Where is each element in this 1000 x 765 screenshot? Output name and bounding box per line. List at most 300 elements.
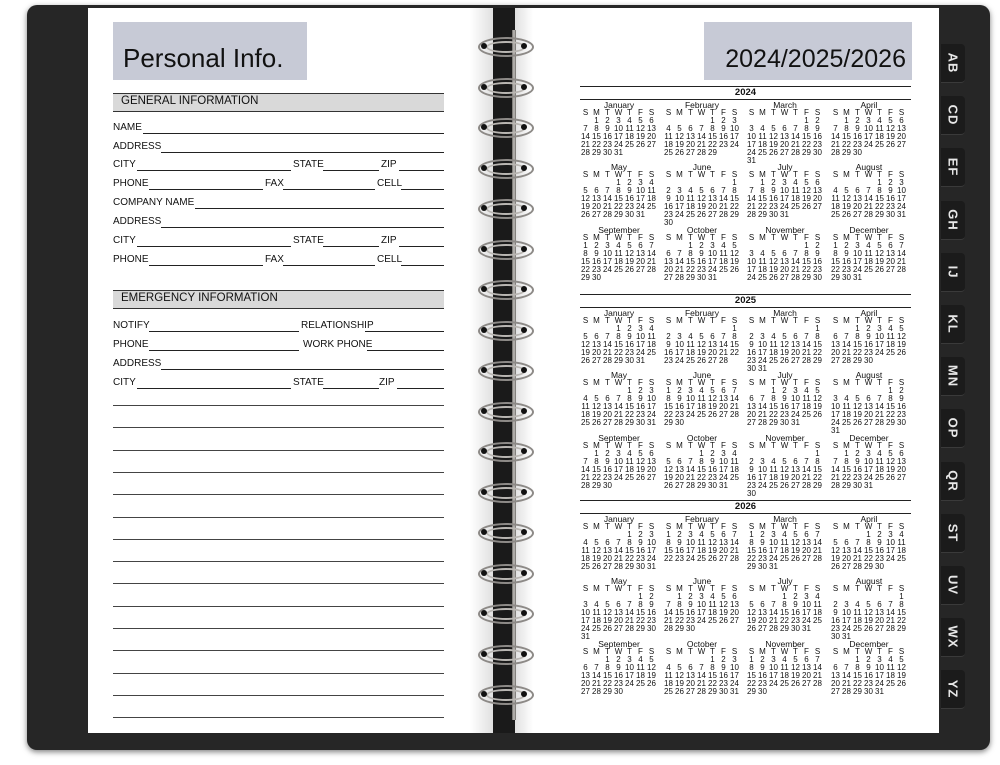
day-number: 7	[732, 530, 737, 539]
day-number: 7	[616, 538, 621, 547]
day-number: 28	[664, 624, 673, 633]
day-number: 9	[749, 340, 754, 349]
day-number: 15	[581, 257, 590, 266]
day-number: 28	[802, 481, 811, 490]
day-number: 8	[638, 600, 643, 609]
day-number: 16	[769, 194, 778, 203]
weekday-letter: S	[748, 647, 755, 656]
address-line-2[interactable]	[161, 227, 444, 228]
day-number: 23	[708, 473, 717, 482]
day-number: 31	[747, 156, 756, 165]
day-number: 19	[730, 257, 739, 266]
emergency-phone-line[interactable]	[149, 350, 299, 351]
tab-qr[interactable]	[941, 462, 965, 501]
weekday-letter: S	[814, 170, 821, 179]
day-number: 7	[594, 663, 599, 672]
day-number: 23	[758, 679, 767, 688]
day-number: 28	[686, 481, 695, 490]
notes-line[interactable]	[113, 561, 444, 562]
day-number: 16	[647, 608, 656, 617]
weekday-letter: T	[771, 584, 776, 593]
day-number: 25	[581, 418, 590, 427]
day-number: 6	[721, 386, 726, 395]
day-number: 3	[771, 530, 776, 539]
day-number: 17	[730, 132, 739, 141]
day-number: 21	[758, 410, 767, 419]
weekday-letter: W	[614, 522, 623, 531]
day-number: 7	[649, 241, 654, 250]
day-number: 4	[888, 324, 893, 333]
weekday-letter: M	[593, 647, 600, 656]
day-number: 30	[636, 418, 645, 427]
day-number: 18	[780, 671, 789, 680]
month-november-2025	[746, 433, 824, 498]
day-number: 26	[780, 481, 789, 490]
day-number: 5	[833, 538, 838, 547]
day-number: 13	[675, 465, 684, 474]
day-number: 19	[875, 257, 884, 266]
tab-kl[interactable]	[941, 305, 965, 344]
name-line[interactable]	[143, 133, 444, 134]
day-number: 2	[616, 655, 621, 664]
day-number: 27	[831, 687, 840, 696]
day-number: 21	[813, 546, 822, 555]
notes-line[interactable]	[113, 695, 444, 696]
tab-label: CD	[945, 104, 961, 126]
notes-line[interactable]	[113, 517, 444, 518]
day-number: 21	[791, 140, 800, 149]
month-name: February	[684, 100, 719, 110]
day-number: 17	[875, 340, 884, 349]
day-number: 16	[625, 194, 634, 203]
tab-op[interactable]	[941, 409, 965, 448]
emergency-address-line[interactable]	[161, 369, 444, 370]
notes-line[interactable]	[113, 427, 444, 428]
weekday-letter: T	[771, 233, 776, 242]
city-line-2[interactable]	[137, 246, 291, 247]
weekday-letter: M	[676, 233, 683, 242]
weekday-letter: S	[898, 584, 905, 593]
day-number: 4	[666, 124, 671, 133]
tab-label: GH	[945, 208, 961, 231]
month-march-2026	[746, 515, 824, 573]
state-line-2[interactable]	[323, 246, 379, 247]
notes-line[interactable]	[113, 405, 444, 406]
day-number: 23	[636, 410, 645, 419]
day-number: 10	[791, 394, 800, 403]
notes-line[interactable]	[113, 717, 444, 718]
notes-line[interactable]	[113, 472, 444, 473]
day-number: 20	[708, 348, 717, 357]
day-number: 27	[664, 273, 673, 282]
day-number: 5	[771, 124, 776, 133]
day-number: 1	[815, 324, 820, 333]
day-number: 28	[603, 210, 612, 219]
day-number: 30	[592, 273, 601, 282]
tab-cd[interactable]	[941, 96, 965, 135]
day-number: 28	[614, 418, 623, 427]
day-number: 28	[886, 624, 895, 633]
day-number: 14	[686, 465, 695, 474]
day-number: 13	[686, 671, 695, 680]
day-number: 26	[802, 202, 811, 211]
day-number: 25	[842, 418, 851, 427]
emergency-state-line[interactable]	[323, 388, 379, 389]
state-line[interactable]	[323, 170, 379, 171]
day-number: 19	[581, 348, 590, 357]
city-line[interactable]	[137, 170, 291, 171]
weekday-letter: F	[638, 170, 643, 179]
day-number: 16	[813, 132, 822, 141]
day-number: 17	[730, 671, 739, 680]
tab-ef[interactable]	[941, 148, 965, 187]
tab-wx[interactable]	[941, 618, 965, 657]
weekday-letter: W	[614, 584, 623, 593]
month-name: December	[849, 639, 889, 649]
day-number: 9	[771, 186, 776, 195]
day-number: 29	[875, 210, 884, 219]
month-name: October	[686, 639, 718, 649]
weekday-letter: M	[843, 522, 850, 531]
day-number: 11	[897, 538, 906, 547]
day-number: 18	[625, 132, 634, 141]
day-number: 10	[625, 663, 634, 672]
weekday-letter: T	[793, 584, 798, 593]
day-number: 13	[719, 394, 728, 403]
day-number: 25	[886, 679, 895, 688]
day-number: 7	[804, 332, 809, 341]
day-number: 17	[708, 257, 717, 266]
day-number: 5	[855, 394, 860, 403]
zip-line[interactable]	[399, 170, 444, 171]
month-january-2026	[580, 515, 658, 573]
month-name: September	[598, 639, 640, 649]
day-number: 26	[675, 148, 684, 157]
day-number: 1	[804, 241, 809, 250]
day-number: 18	[686, 348, 695, 357]
phone-line-2[interactable]	[149, 265, 263, 266]
day-number: 2	[793, 592, 798, 601]
day-number: 11	[697, 538, 706, 547]
day-number: 5	[815, 386, 820, 395]
day-number: 10	[780, 186, 789, 195]
day-number: 28	[791, 148, 800, 157]
day-number: 26	[708, 554, 717, 563]
weekday-letter: M	[759, 108, 766, 117]
day-number: 26	[636, 473, 645, 482]
day-number: 13	[647, 124, 656, 133]
weekday-letter: S	[898, 233, 905, 242]
weekday-letter: T	[771, 170, 776, 179]
phone-line[interactable]	[149, 189, 263, 190]
weekday-letter: T	[771, 108, 776, 117]
day-number: 30	[813, 273, 822, 282]
relationship-line[interactable]	[365, 331, 444, 332]
month-name: January	[603, 308, 635, 318]
fax-line[interactable]	[283, 189, 375, 190]
day-number: 13	[791, 340, 800, 349]
weekday-letter: S	[731, 233, 738, 242]
weekday-letter: M	[759, 316, 766, 325]
day-number: 14	[842, 340, 851, 349]
day-number: 28	[592, 687, 601, 696]
day-number: 29	[730, 210, 739, 219]
day-number: 30	[758, 687, 767, 696]
tab-ab[interactable]	[941, 44, 965, 83]
day-number: 30	[875, 562, 884, 571]
day-number: 22	[730, 202, 739, 211]
day-number: 19	[697, 202, 706, 211]
day-number: 11	[664, 132, 673, 141]
day-number: 18	[791, 194, 800, 203]
weekday-letter: T	[710, 378, 715, 387]
company-name-line[interactable]	[195, 208, 444, 209]
tab-gh[interactable]	[941, 201, 965, 240]
day-number: 14	[603, 194, 612, 203]
day-number: 29	[675, 624, 684, 633]
day-number: 19	[708, 546, 717, 555]
day-number: 26	[853, 418, 862, 427]
day-number: 27	[886, 265, 895, 274]
day-number: 10	[614, 124, 623, 133]
day-number: 9	[815, 124, 820, 133]
month-name: July	[777, 576, 793, 586]
day-number: 23	[831, 624, 840, 633]
fax-line-2[interactable]	[283, 265, 375, 266]
day-number: 3	[616, 449, 621, 458]
day-number: 24	[719, 473, 728, 482]
spiral-ring	[478, 118, 532, 136]
day-number: 9	[815, 249, 820, 258]
day-number: 10	[636, 332, 645, 341]
day-number: 22	[842, 473, 851, 482]
weekday-letter: T	[771, 441, 776, 450]
day-number: 8	[732, 186, 737, 195]
day-number: 26	[708, 410, 717, 419]
day-number: 21	[697, 140, 706, 149]
weekday-letter: F	[721, 378, 726, 387]
day-number: 4	[616, 241, 621, 250]
notes-line[interactable]	[113, 583, 444, 584]
zip-line-2[interactable]	[399, 246, 444, 247]
day-number: 5	[782, 457, 787, 466]
weekday-letter: T	[855, 233, 860, 242]
emergency-zip-line[interactable]	[397, 388, 444, 389]
weekday-letter: S	[582, 378, 589, 387]
day-number: 25	[664, 148, 673, 157]
year-header-2026: 2026	[580, 500, 911, 514]
day-number: 19	[592, 410, 601, 419]
day-number: 4	[888, 655, 893, 664]
address-line[interactable]	[161, 152, 444, 153]
tab-st[interactable]	[941, 514, 965, 553]
notes-line[interactable]	[113, 606, 444, 607]
day-number: 14	[614, 546, 623, 555]
day-number: 15	[592, 132, 601, 141]
weekday-letter: T	[605, 584, 610, 593]
notes-line[interactable]	[113, 628, 444, 629]
day-number: 4	[760, 249, 765, 258]
day-number: 24	[636, 202, 645, 211]
tab-yz[interactable]	[941, 670, 965, 709]
weekday-letter: S	[648, 441, 655, 450]
day-number: 31	[636, 210, 645, 219]
weekday-letter: S	[648, 108, 655, 117]
weekday-letter: S	[832, 647, 839, 656]
day-number: 30	[664, 218, 673, 227]
day-number: 24	[758, 481, 767, 490]
day-number: 12	[675, 671, 684, 680]
day-number: 17	[758, 473, 767, 482]
day-number: 24	[864, 473, 873, 482]
day-number: 31	[730, 687, 739, 696]
notify-line[interactable]	[149, 331, 299, 332]
day-number: 29	[853, 687, 862, 696]
city-label-2: CITY	[113, 235, 136, 246]
day-number: 5	[721, 592, 726, 601]
weekday-letter: M	[676, 584, 683, 593]
day-number: 15	[875, 194, 884, 203]
day-number: 31	[875, 687, 884, 696]
day-number: 12	[603, 608, 612, 617]
tab-ij[interactable]	[941, 253, 965, 292]
day-number: 2	[666, 332, 671, 341]
weekday-letter: F	[888, 108, 893, 117]
weekday-letter: F	[888, 584, 893, 593]
emergency-city-line[interactable]	[137, 388, 291, 389]
weekday-letter: S	[665, 647, 672, 656]
notes-line[interactable]	[113, 673, 444, 674]
day-number: 4	[804, 386, 809, 395]
day-number: 24	[802, 616, 811, 625]
notes-line[interactable]	[113, 650, 444, 651]
day-number: 10	[864, 457, 873, 466]
day-number: 26	[886, 473, 895, 482]
day-number: 6	[688, 663, 693, 672]
day-number: 25	[886, 348, 895, 357]
month-march-2024	[746, 100, 824, 165]
weekday-letter: S	[665, 170, 672, 179]
weekday-letter: S	[832, 378, 839, 387]
weekday-letter: T	[627, 316, 632, 325]
weekday-letter: W	[614, 170, 623, 179]
day-number: 28	[730, 554, 739, 563]
day-number: 9	[649, 600, 654, 609]
day-number: 20	[758, 616, 767, 625]
weekday-letter: M	[593, 522, 600, 531]
day-number: 28	[813, 554, 822, 563]
tab-mn[interactable]	[941, 357, 965, 396]
day-number: 5	[627, 241, 632, 250]
day-number: 16	[603, 132, 612, 141]
weekday-letter: F	[638, 316, 643, 325]
notes-line[interactable]	[113, 539, 444, 540]
day-number: 31	[647, 418, 656, 427]
phone-label: PHONE	[113, 178, 149, 189]
day-number: 7	[888, 600, 893, 609]
day-number: 11	[791, 186, 800, 195]
day-number: 31	[780, 210, 789, 219]
day-number: 12	[581, 194, 590, 203]
day-number: 8	[855, 663, 860, 672]
weekday-letter: T	[605, 170, 610, 179]
day-number: 22	[664, 410, 673, 419]
day-number: 15	[708, 132, 717, 141]
work-phone-line[interactable]	[367, 350, 444, 351]
notes-line[interactable]	[113, 450, 444, 451]
year-header-2025: 2025	[580, 294, 911, 308]
day-number: 19	[769, 265, 778, 274]
day-number: 21	[614, 410, 623, 419]
month-august-2025	[830, 370, 908, 435]
day-number: 17	[686, 402, 695, 411]
weekday-letter: S	[582, 170, 589, 179]
day-number: 6	[710, 332, 715, 341]
day-number: 24	[853, 265, 862, 274]
day-number: 21	[730, 546, 739, 555]
weekday-letter: S	[898, 170, 905, 179]
day-number: 4	[699, 530, 704, 539]
day-number: 17	[747, 265, 756, 274]
day-number: 23	[664, 356, 673, 365]
day-number: 3	[833, 394, 838, 403]
day-number: 24	[625, 679, 634, 688]
day-number: 23	[864, 679, 873, 688]
day-number: 28	[758, 418, 767, 427]
month-november-2026	[746, 640, 824, 698]
day-number: 16	[831, 616, 840, 625]
day-number: 19	[636, 465, 645, 474]
tab-label: YZ	[945, 680, 961, 699]
day-number: 1	[616, 178, 621, 187]
cell-line-2[interactable]	[401, 265, 444, 266]
month-name: September	[598, 433, 640, 443]
weekday-letter: M	[593, 108, 600, 117]
day-number: 11	[636, 663, 645, 672]
day-number: 12	[664, 465, 673, 474]
tab-uv[interactable]	[941, 566, 965, 605]
day-number: 16	[886, 194, 895, 203]
cell-line[interactable]	[401, 189, 444, 190]
day-number: 27	[581, 687, 590, 696]
day-number: 29	[625, 562, 634, 571]
day-number: 25	[708, 616, 717, 625]
day-number: 13	[864, 402, 873, 411]
notes-line[interactable]	[113, 494, 444, 495]
weekday-letter: T	[627, 647, 632, 656]
day-number: 12	[791, 663, 800, 672]
tab-label: KL	[945, 314, 961, 334]
weekday-letter: S	[665, 584, 672, 593]
day-number: 14	[886, 608, 895, 617]
day-number: 31	[853, 273, 862, 282]
day-number: 6	[616, 600, 621, 609]
weekday-letter: T	[855, 170, 860, 179]
name-row	[113, 119, 444, 134]
weekday-letter: M	[759, 441, 766, 450]
cell-label: CELL	[377, 178, 403, 189]
weekday-letter: T	[627, 108, 632, 117]
day-number: 18	[686, 202, 695, 211]
weekday-letter: S	[648, 233, 655, 242]
day-number: 15	[831, 257, 840, 266]
day-number: 11	[581, 546, 590, 555]
day-number: 18	[581, 554, 590, 563]
day-number: 29	[708, 687, 717, 696]
weekday-letter: S	[648, 647, 655, 656]
day-number: 9	[627, 332, 632, 341]
day-number: 10	[853, 249, 862, 258]
